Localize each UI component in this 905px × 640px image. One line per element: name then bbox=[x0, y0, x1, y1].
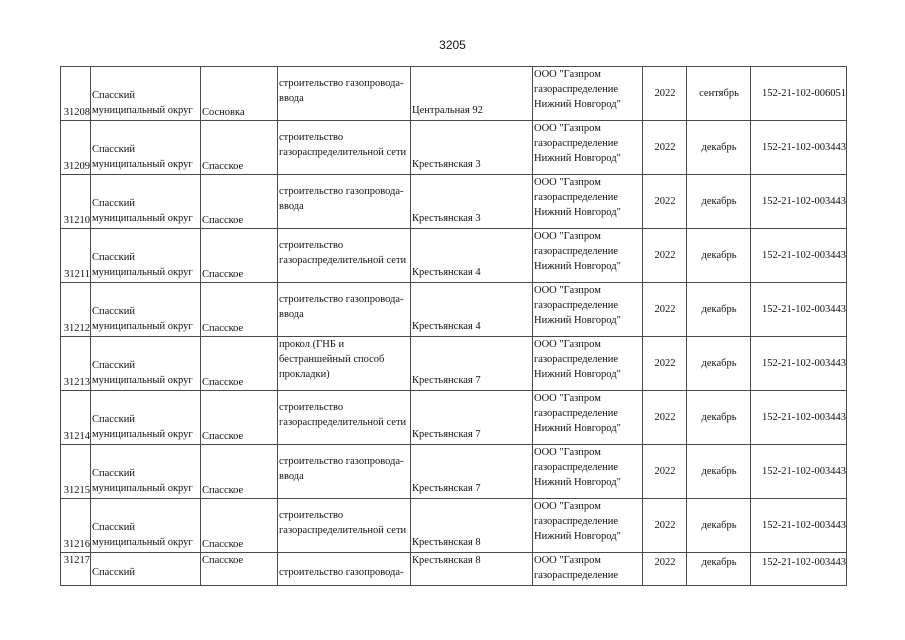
month-cell: декабрь bbox=[687, 445, 751, 499]
code-cell: 152-21-102-003443 bbox=[751, 283, 847, 337]
organization-cell: ООО "Газпром газораспределение Нижний Новгород" bbox=[533, 229, 643, 283]
table-row bbox=[61, 391, 847, 445]
settlement-cell: Спасское bbox=[201, 337, 278, 391]
code-cell: 152-21-102-003443 bbox=[751, 337, 847, 391]
month-cell: декабрь bbox=[687, 391, 751, 445]
work-type-cell: строительство газопровода- ввода bbox=[278, 67, 411, 121]
row-number: 31215 bbox=[61, 445, 91, 499]
year-cell: 2022 bbox=[643, 499, 687, 553]
settlement-cell: Сосновка bbox=[201, 67, 278, 121]
district-cell: Спасский муниципальный округ bbox=[91, 175, 201, 229]
street-cell: Крестьянская 7 bbox=[411, 391, 533, 445]
row-number: 31216 bbox=[61, 499, 91, 553]
table-row bbox=[61, 121, 847, 175]
work-type-cell: строительство газораспределительной сети bbox=[278, 391, 411, 445]
street-cell: Крестьянская 7 bbox=[411, 445, 533, 499]
year-cell: 2022 bbox=[643, 175, 687, 229]
row-number: 31208 bbox=[61, 67, 91, 121]
street-cell: Крестьянская 8 bbox=[411, 553, 533, 586]
settlement-cell: Спасское bbox=[201, 175, 278, 229]
table-row bbox=[61, 229, 847, 283]
district-cell: Спасский муниципальный округ bbox=[91, 391, 201, 445]
street-cell: Крестьянская 7 bbox=[411, 337, 533, 391]
street-cell: Крестьянская 3 bbox=[411, 121, 533, 175]
year-cell: 2022 bbox=[643, 229, 687, 283]
settlement-cell: Спасское bbox=[201, 391, 278, 445]
table-row bbox=[61, 67, 847, 121]
row-number: 31214 bbox=[61, 391, 91, 445]
settlement-cell: Спасское bbox=[201, 229, 278, 283]
row-number: 31209 bbox=[61, 121, 91, 175]
gas-works-table bbox=[60, 66, 847, 586]
organization-cell: ООО "Газпром газораспределение Нижний Новгород" bbox=[533, 67, 643, 121]
street-cell: Крестьянская 3 bbox=[411, 175, 533, 229]
page-number: 3205 bbox=[439, 38, 466, 52]
organization-cell: ООО "Газпром газораспределение bbox=[533, 553, 643, 586]
street-cell: Крестьянская 8 bbox=[411, 499, 533, 553]
table-row bbox=[61, 499, 847, 553]
month-cell: декабрь bbox=[687, 553, 751, 586]
year-cell: 2022 bbox=[643, 553, 687, 586]
organization-cell: ООО "Газпром газораспределение Нижний Новгород" bbox=[533, 499, 643, 553]
district-cell: Спасский муниципальный округ bbox=[91, 229, 201, 283]
district-cell: Спасский муниципальный округ bbox=[91, 67, 201, 121]
row-number: 31217 bbox=[61, 553, 91, 586]
row-number: 31210 bbox=[61, 175, 91, 229]
work-type-cell: строительство газопровода- bbox=[278, 553, 411, 586]
work-type-cell: строительство газораспределительной сети bbox=[278, 121, 411, 175]
code-cell: 152-21-102-003443 bbox=[751, 229, 847, 283]
settlement-cell: Спасское bbox=[201, 553, 278, 586]
district-cell: Спасский муниципальный округ bbox=[91, 121, 201, 175]
code-cell: 152-21-102-003443 bbox=[751, 445, 847, 499]
year-cell: 2022 bbox=[643, 283, 687, 337]
settlement-cell: Спасское bbox=[201, 283, 278, 337]
month-cell: сентябрь bbox=[687, 67, 751, 121]
row-number: 31212 bbox=[61, 283, 91, 337]
month-cell: декабрь bbox=[687, 337, 751, 391]
organization-cell: ООО "Газпром газораспределение Нижний Новгород" bbox=[533, 175, 643, 229]
table-row bbox=[61, 175, 847, 229]
month-cell: декабрь bbox=[687, 121, 751, 175]
district-cell: Спасский муниципальный округ bbox=[91, 337, 201, 391]
street-cell: Центральная 92 bbox=[411, 67, 533, 121]
month-cell: декабрь bbox=[687, 175, 751, 229]
organization-cell: ООО "Газпром газораспределение Нижний Новгород" bbox=[533, 337, 643, 391]
settlement-cell: Спасское bbox=[201, 121, 278, 175]
organization-cell: ООО "Газпром газораспределение Нижний Новгород" bbox=[533, 445, 643, 499]
district-cell: Спасский bbox=[91, 553, 201, 586]
settlement-cell: Спасское bbox=[201, 499, 278, 553]
organization-cell: ООО "Газпром газораспределение Нижний Новгород" bbox=[533, 283, 643, 337]
district-cell: Спасский муниципальный округ bbox=[91, 283, 201, 337]
year-cell: 2022 bbox=[643, 121, 687, 175]
year-cell: 2022 bbox=[643, 337, 687, 391]
month-cell: декабрь bbox=[687, 229, 751, 283]
code-cell: 152-21-102-006051 bbox=[751, 67, 847, 121]
month-cell: декабрь bbox=[687, 499, 751, 553]
code-cell: 152-21-102-003443 bbox=[751, 121, 847, 175]
code-cell: 152-21-102-003443 bbox=[751, 391, 847, 445]
district-cell: Спасский муниципальный округ bbox=[91, 499, 201, 553]
work-type-cell: строительство газопровода- ввода bbox=[278, 445, 411, 499]
work-type-cell: строительство газораспределительной сети bbox=[278, 229, 411, 283]
street-cell: Крестьянская 4 bbox=[411, 283, 533, 337]
row-number: 31211 bbox=[61, 229, 91, 283]
work-type-cell: прокол (ГНБ и бестраншейный способ прокладки) bbox=[278, 337, 411, 391]
row-number: 31213 bbox=[61, 337, 91, 391]
year-cell: 2022 bbox=[643, 391, 687, 445]
table-row bbox=[61, 445, 847, 499]
year-cell: 2022 bbox=[643, 67, 687, 121]
organization-cell: ООО "Газпром газораспределение Нижний Новгород" bbox=[533, 391, 643, 445]
organization-cell: ООО "Газпром газораспределение Нижний Новгород" bbox=[533, 121, 643, 175]
work-type-cell: строительство газораспределительной сети bbox=[278, 499, 411, 553]
year-cell: 2022 bbox=[643, 445, 687, 499]
table-row bbox=[61, 337, 847, 391]
work-type-cell: строительство газопровода- ввода bbox=[278, 175, 411, 229]
work-type-cell: строительство газопровода- ввода bbox=[278, 283, 411, 337]
settlement-cell: Спасское bbox=[201, 445, 278, 499]
district-cell: Спасский муниципальный округ bbox=[91, 445, 201, 499]
table-row bbox=[61, 283, 847, 337]
code-cell: 152-21-102-003443 bbox=[751, 175, 847, 229]
month-cell: декабрь bbox=[687, 283, 751, 337]
street-cell: Крестьянская 4 bbox=[411, 229, 533, 283]
table-row bbox=[61, 553, 847, 586]
code-cell: 152-21-102-003443 bbox=[751, 553, 847, 586]
code-cell: 152-21-102-003443 bbox=[751, 499, 847, 553]
